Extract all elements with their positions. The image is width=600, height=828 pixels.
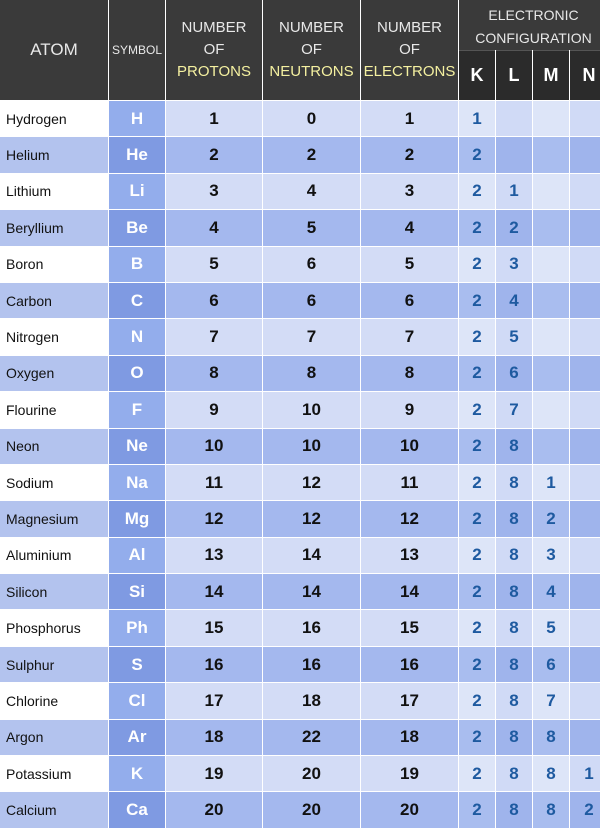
atom-symbol: C	[109, 282, 165, 318]
protons-count: 20	[166, 791, 262, 827]
protons-count: 1	[166, 100, 262, 136]
shell-n-value	[570, 391, 600, 427]
atom-symbol: Be	[109, 209, 165, 245]
neutrons-count: 12	[263, 500, 360, 536]
electrons-count: 15	[361, 609, 458, 645]
electrons-count: 9	[361, 391, 458, 427]
atom-symbol: Ca	[109, 791, 165, 827]
atom-symbol: Na	[109, 464, 165, 500]
atom-symbol: H	[109, 100, 165, 136]
atom-symbol: N	[109, 318, 165, 354]
atom-name: Oxygen	[0, 355, 108, 391]
header-electrons	[361, 0, 458, 100]
atom-name: Lithium	[0, 173, 108, 209]
header-neutrons-line1: NUMBER	[278, 19, 344, 36]
shell-k-value: 2	[459, 646, 495, 682]
electrons-count: 19	[361, 755, 458, 791]
shell-l-value: 7	[496, 391, 532, 427]
shell-k-value: 2	[459, 246, 495, 282]
neutrons-count: 22	[263, 719, 360, 755]
shell-k-value: 2	[459, 173, 495, 209]
protons-count: 3	[166, 173, 262, 209]
atom-symbol: S	[109, 646, 165, 682]
atom-name: Neon	[0, 428, 108, 464]
protons-count: 8	[166, 355, 262, 391]
shell-l-value: 8	[496, 464, 532, 500]
shell-m-value: 7	[533, 682, 569, 718]
shell-k-value: 2	[459, 209, 495, 245]
atom-name: Argon	[0, 719, 108, 755]
atom-symbol: B	[109, 246, 165, 282]
shell-m-value: 3	[533, 537, 569, 573]
atom-symbol: Ne	[109, 428, 165, 464]
shell-n-value	[570, 719, 600, 755]
shell-l-value: 8	[496, 791, 532, 827]
atom-symbol: He	[109, 136, 165, 172]
header-ec-line2: CONFIGURATION	[475, 30, 592, 46]
atom-name: Sodium	[0, 464, 108, 500]
shell-n-value	[570, 355, 600, 391]
electrons-count: 2	[361, 136, 458, 172]
atom-symbol: K	[109, 755, 165, 791]
electrons-count: 7	[361, 318, 458, 354]
shell-m-value: 4	[533, 573, 569, 609]
atom-name: Helium	[0, 136, 108, 172]
neutrons-count: 20	[263, 755, 360, 791]
header-shell-l: L	[496, 50, 532, 100]
shell-m-value	[533, 100, 569, 136]
shell-m-value: 8	[533, 755, 569, 791]
electrons-count: 1	[361, 100, 458, 136]
shell-n-value	[570, 318, 600, 354]
protons-count: 18	[166, 719, 262, 755]
header-neutrons-line2: OF	[301, 41, 322, 58]
electrons-count: 5	[361, 246, 458, 282]
electrons-count: 16	[361, 646, 458, 682]
shell-k-value: 2	[459, 609, 495, 645]
electrons-count: 11	[361, 464, 458, 500]
electrons-count: 12	[361, 500, 458, 536]
header-protons	[166, 0, 262, 100]
shell-l-value: 8	[496, 573, 532, 609]
shell-n-value	[570, 500, 600, 536]
shell-k-value: 2	[459, 282, 495, 318]
protons-count: 17	[166, 682, 262, 718]
shell-k-value: 2	[459, 318, 495, 354]
protons-count: 15	[166, 609, 262, 645]
header-neutrons-line3: NEUTRONS	[269, 63, 354, 80]
shell-k-value: 1	[459, 100, 495, 136]
shell-l-value: 5	[496, 318, 532, 354]
neutrons-count: 20	[263, 791, 360, 827]
shell-l-value: 8	[496, 500, 532, 536]
atom-name: Sulphur	[0, 646, 108, 682]
neutrons-count: 14	[263, 537, 360, 573]
shell-l-value: 8	[496, 646, 532, 682]
atom-name: Beryllium	[0, 209, 108, 245]
shell-k-value: 2	[459, 573, 495, 609]
atom-symbol: Si	[109, 573, 165, 609]
neutrons-count: 16	[263, 609, 360, 645]
neutrons-count: 8	[263, 355, 360, 391]
shell-m-value	[533, 136, 569, 172]
shell-n-value	[570, 464, 600, 500]
atom-name: Aluminium	[0, 537, 108, 573]
shell-k-value: 2	[459, 136, 495, 172]
protons-count: 12	[166, 500, 262, 536]
shell-k-value: 2	[459, 428, 495, 464]
atom-symbol: O	[109, 355, 165, 391]
shell-m-value: 2	[533, 500, 569, 536]
shell-m-value	[533, 355, 569, 391]
neutrons-count: 2	[263, 136, 360, 172]
shell-m-value: 6	[533, 646, 569, 682]
shell-n-value	[570, 682, 600, 718]
shell-m-value	[533, 209, 569, 245]
shell-k-value: 2	[459, 682, 495, 718]
shell-n-value	[570, 100, 600, 136]
header-ec-line1: ELECTRONIC	[488, 7, 579, 23]
shell-k-value: 2	[459, 391, 495, 427]
atom-name: Calcium	[0, 791, 108, 827]
atom-name: Silicon	[0, 573, 108, 609]
electrons-count: 4	[361, 209, 458, 245]
shell-k-value: 2	[459, 355, 495, 391]
shell-m-value	[533, 391, 569, 427]
electrons-count: 14	[361, 573, 458, 609]
atom-name: Phosphorus	[0, 609, 108, 645]
protons-count: 11	[166, 464, 262, 500]
electrons-count: 18	[361, 719, 458, 755]
shell-n-value	[570, 646, 600, 682]
header-electronic-configuration	[459, 0, 600, 50]
header-neutrons	[263, 0, 360, 100]
protons-count: 7	[166, 318, 262, 354]
shell-n-value	[570, 246, 600, 282]
shell-l-value: 8	[496, 537, 532, 573]
shell-l-value: 8	[496, 755, 532, 791]
neutrons-count: 5	[263, 209, 360, 245]
neutrons-count: 0	[263, 100, 360, 136]
protons-count: 9	[166, 391, 262, 427]
protons-count: 19	[166, 755, 262, 791]
protons-count: 13	[166, 537, 262, 573]
shell-n-value: 2	[570, 791, 600, 827]
header-protons-line2: OF	[203, 41, 225, 58]
protons-count: 16	[166, 646, 262, 682]
shell-k-value: 2	[459, 755, 495, 791]
header-electrons-line3: ELECTRONS	[363, 63, 456, 80]
header-electrons-line2: OF	[399, 41, 420, 58]
shell-n-value	[570, 173, 600, 209]
shell-k-value: 2	[459, 464, 495, 500]
neutrons-count: 4	[263, 173, 360, 209]
atom-symbol: Ar	[109, 719, 165, 755]
electrons-count: 8	[361, 355, 458, 391]
protons-count: 6	[166, 282, 262, 318]
header-electrons-line1: NUMBER	[376, 19, 442, 36]
atom-name: Magnesium	[0, 500, 108, 536]
neutrons-count: 6	[263, 246, 360, 282]
protons-count: 10	[166, 428, 262, 464]
shell-l-value	[496, 100, 532, 136]
shell-m-value: 8	[533, 791, 569, 827]
neutrons-count: 7	[263, 318, 360, 354]
shell-n-value	[570, 209, 600, 245]
shell-n-value	[570, 609, 600, 645]
shell-m-value: 8	[533, 719, 569, 755]
atom-name: Chlorine	[0, 682, 108, 718]
neutrons-count: 10	[263, 391, 360, 427]
atom-name: Boron	[0, 246, 108, 282]
electrons-count: 17	[361, 682, 458, 718]
header-shell-k: K	[459, 50, 495, 100]
shell-l-value: 1	[496, 173, 532, 209]
header-symbol: SYMBOL	[109, 0, 165, 100]
protons-count: 14	[166, 573, 262, 609]
shell-k-value: 2	[459, 719, 495, 755]
electrons-count: 10	[361, 428, 458, 464]
shell-n-value	[570, 537, 600, 573]
protons-count: 4	[166, 209, 262, 245]
shell-k-value: 2	[459, 791, 495, 827]
shell-n-value	[570, 282, 600, 318]
protons-count: 5	[166, 246, 262, 282]
shell-l-value: 3	[496, 246, 532, 282]
atom-symbol: Ph	[109, 609, 165, 645]
shell-l-value: 6	[496, 355, 532, 391]
neutrons-count: 16	[263, 646, 360, 682]
shell-n-value	[570, 136, 600, 172]
atom-name: Carbon	[0, 282, 108, 318]
header-shell-m: M	[533, 50, 569, 100]
shell-l-value	[496, 136, 532, 172]
neutrons-count: 6	[263, 282, 360, 318]
electrons-count: 20	[361, 791, 458, 827]
shell-k-value: 2	[459, 500, 495, 536]
atom-symbol: Al	[109, 537, 165, 573]
atom-symbol: Cl	[109, 682, 165, 718]
header-protons-line3: PROTONS	[177, 63, 251, 80]
shell-n-value	[570, 428, 600, 464]
shell-l-value: 8	[496, 428, 532, 464]
shell-m-value	[533, 428, 569, 464]
header-atom: ATOM	[0, 0, 108, 100]
shell-n-value	[570, 573, 600, 609]
neutrons-count: 14	[263, 573, 360, 609]
atom-symbol: F	[109, 391, 165, 427]
shell-n-value: 1	[570, 755, 600, 791]
shell-l-value: 8	[496, 682, 532, 718]
protons-count: 2	[166, 136, 262, 172]
electrons-count: 13	[361, 537, 458, 573]
shell-m-value: 1	[533, 464, 569, 500]
shell-l-value: 2	[496, 209, 532, 245]
shell-l-value: 4	[496, 282, 532, 318]
header-protons-line1: NUMBER	[181, 19, 247, 36]
shell-l-value: 8	[496, 609, 532, 645]
shell-m-value	[533, 318, 569, 354]
shell-k-value: 2	[459, 537, 495, 573]
atom-name: Flourine	[0, 391, 108, 427]
shell-m-value: 5	[533, 609, 569, 645]
atom-name: Nitrogen	[0, 318, 108, 354]
neutrons-count: 10	[263, 428, 360, 464]
shell-l-value: 8	[496, 719, 532, 755]
atom-symbol: Li	[109, 173, 165, 209]
atom-name: Hydrogen	[0, 100, 108, 136]
shell-m-value	[533, 173, 569, 209]
electrons-count: 3	[361, 173, 458, 209]
neutrons-count: 18	[263, 682, 360, 718]
shell-m-value	[533, 246, 569, 282]
atom-name: Potassium	[0, 755, 108, 791]
electrons-count: 6	[361, 282, 458, 318]
header-shell-n: N	[570, 50, 600, 100]
shell-m-value	[533, 282, 569, 318]
neutrons-count: 12	[263, 464, 360, 500]
atom-symbol: Mg	[109, 500, 165, 536]
